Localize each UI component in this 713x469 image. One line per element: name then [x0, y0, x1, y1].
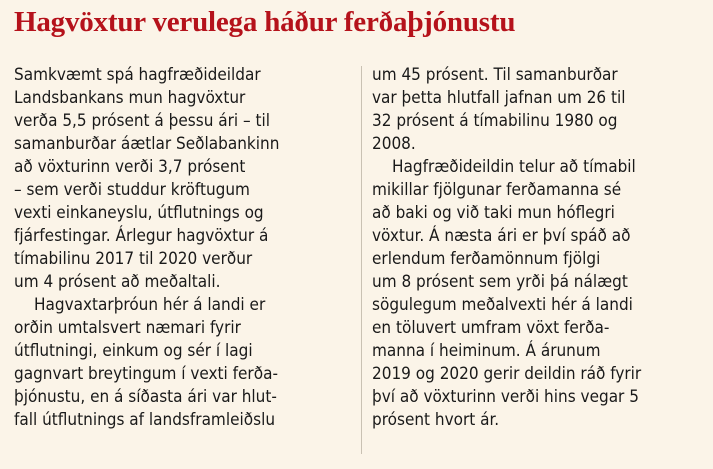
text-line: erlendum ferðamönnum fjölgi [372, 249, 601, 269]
text-line: prósent hvort ár. [372, 410, 500, 430]
text-line: að baki og við taki mun hóflegri [372, 203, 615, 223]
text-line: 32 prósent á tímabilinu 1980 og [372, 111, 618, 131]
text-line: – sem verði studdur kröftugum [14, 180, 250, 200]
text-line: 2019 og 2020 gerir deildin ráð fyrir [372, 364, 642, 384]
headline: Hagvöxtur verulega háður ferðaþjónustu [14, 6, 516, 38]
text-line: fall útflutnings af landsframleiðslu [14, 410, 276, 430]
text-line: um 45 prósent. Til samanburðar [372, 65, 618, 85]
text-line: manna í heiminum. Á árunum [372, 341, 601, 361]
paragraph-first-line: Hagfræðideildin telur að tímabil [392, 157, 636, 177]
text-line: Samkvæmt spá hagfræðideildar [14, 65, 261, 85]
article-column-left [14, 64, 354, 432]
text-line: samanburðar áætlar Seðlabankinn [14, 134, 280, 154]
text-line: Landsbankans mun hagvöxtur [14, 88, 246, 108]
article-column-right [372, 64, 702, 432]
text-line: því að vöxturinn verði hins vegar 5 [372, 387, 639, 407]
text-line: en töluvert umfram vöxt ferða- [372, 318, 610, 338]
text-line: fjárfestingar. Árlegur hagvöxtur á [14, 226, 269, 246]
text-line: gagnvart breytingum í vexti ferða- [14, 364, 278, 384]
text-line: orðin umtalsvert næmari fyrir [14, 318, 241, 338]
text-line: útflutningi, einkum og sér í lagi [14, 341, 253, 361]
text-line: verða 5,5 prósent á þessu ári – til [14, 111, 270, 131]
text-line: þjónustu, en á síðasta ári var hlut- [14, 387, 277, 407]
text-line: 2008. [372, 134, 416, 154]
text-line: tímabilinu 2017 til 2020 verður [14, 249, 253, 269]
text-line: um 8 prósent sem yrði þá nálægt [372, 272, 628, 292]
paragraph-first-line: Hagvaxtarþróun hér á landi er [34, 295, 266, 315]
text-line: að vöxturinn verði 3,7 prósent [14, 157, 246, 177]
text-line: var þetta hlutfall jafnan um 26 til [372, 88, 626, 108]
text-line: vexti einkaneyslu, útflutnings og [14, 203, 264, 223]
text-line: um 4 prósent að meðaltali. [14, 272, 221, 292]
text-line: mikillar fjölgunar ferðamanna sé [372, 180, 622, 200]
column-divider [361, 66, 362, 454]
text-line: sögulegum meðalvexti hér á landi [372, 295, 633, 315]
text-line: vöxtur. Á næsta ári er því spáð að [372, 226, 631, 246]
